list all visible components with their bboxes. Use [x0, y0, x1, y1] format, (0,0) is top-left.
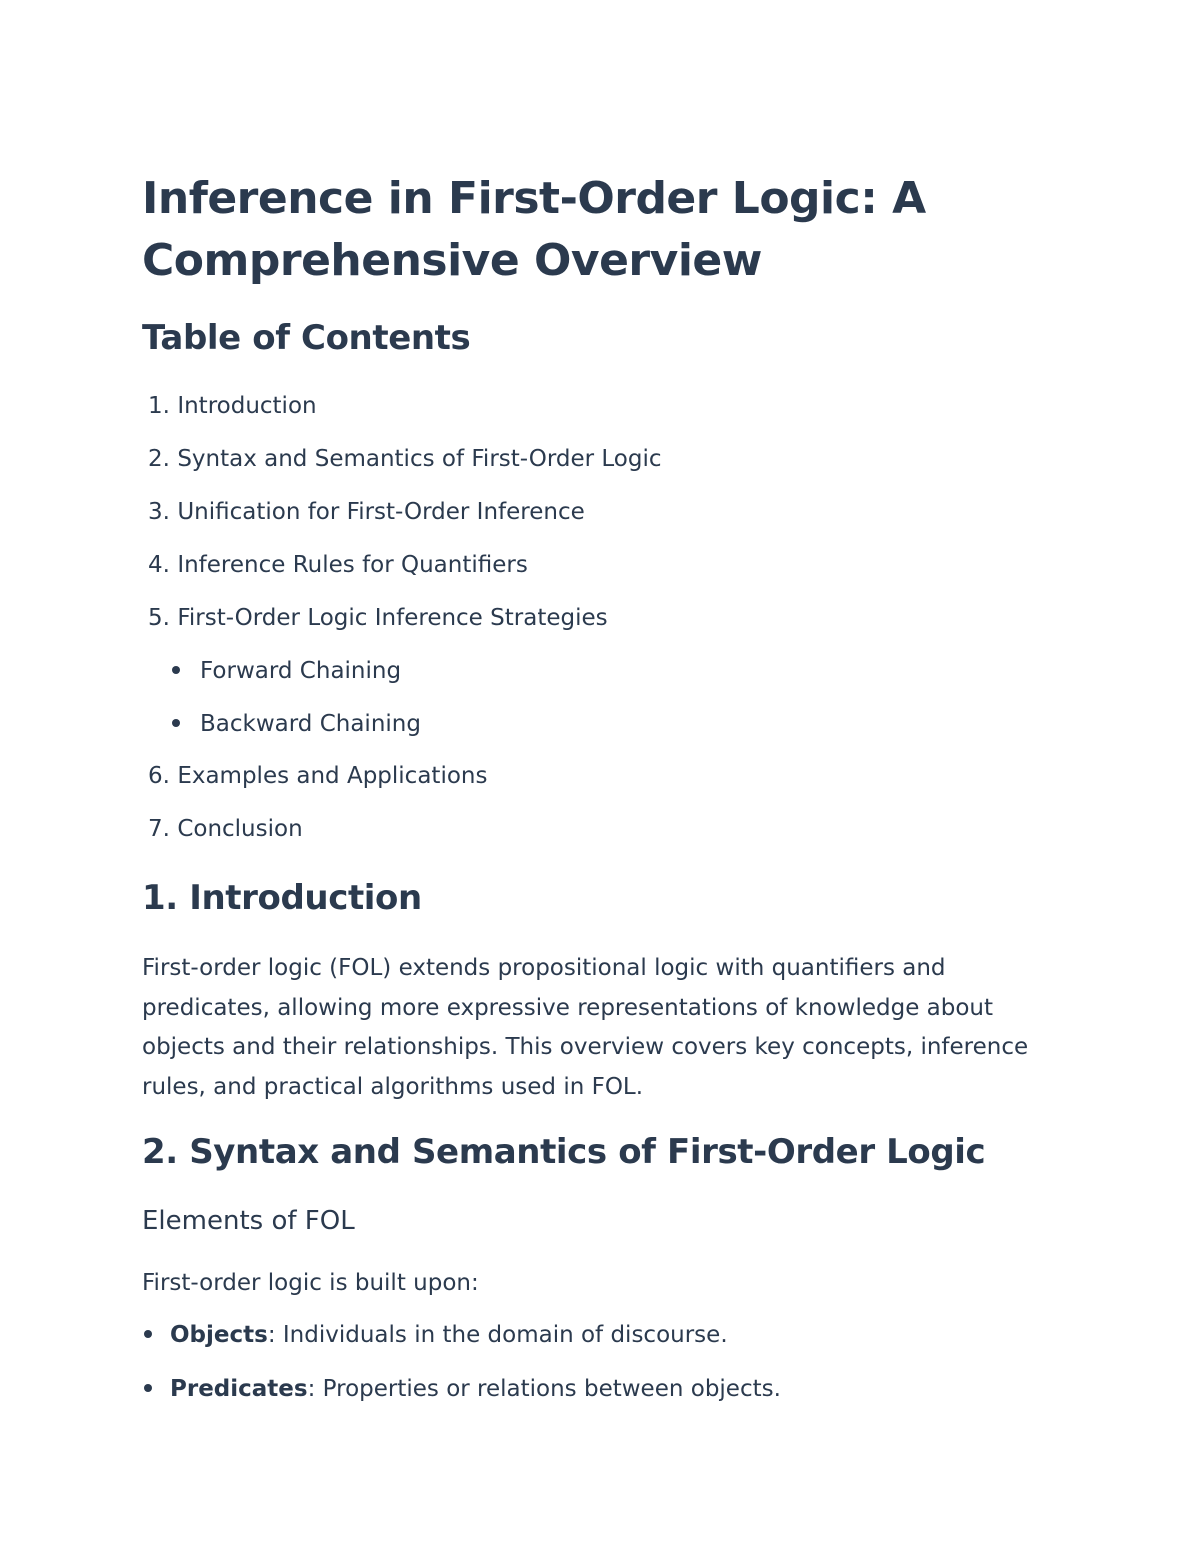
toc-item-inference-strategies[interactable]	[142, 603, 608, 633]
bullet-icon	[172, 719, 180, 727]
list-item-description: : Individuals in the domain of discourse.	[267, 1322, 728, 1348]
introduction-paragraph: First-order logic (FOL) extends propositional logic with quantifiers and predicates, allowing more expressive representations of knowledge about objects and their relationships. This overview covers key concepts, inference rules, and practical algorithms used in FOL.	[142, 955, 1029, 1100]
toc-item-label: Conclusion	[177, 816, 303, 842]
list-item-description: : Properties or relations between objects.	[307, 1376, 781, 1402]
toc-item-inference-rules[interactable]	[142, 550, 528, 580]
toc-item-number: 2.	[148, 446, 170, 472]
toc-item-number: 4.	[148, 552, 170, 578]
section-heading-introduction: 1. Introduction	[142, 878, 422, 918]
toc-item-number: 1.	[148, 393, 170, 419]
toc-item-label: Introduction	[177, 393, 317, 419]
list-item-objects	[142, 1320, 728, 1350]
toc-subitem-label: Backward Chaining	[200, 711, 421, 737]
list-item-term: Predicates	[170, 1376, 308, 1402]
toc-item-label: Unification for First-Order Inference	[177, 499, 585, 525]
document-title: Inference in First-Order Logic: A Comprehensive Overview	[142, 173, 926, 286]
bullet-icon	[172, 666, 180, 674]
elements-intro-text: First-order logic is built upon:	[142, 1270, 479, 1296]
toc-item-number: 5.	[148, 605, 170, 631]
toc-item-label: Inference Rules for Quantifiers	[177, 552, 528, 578]
toc-item-label: Examples and Applications	[177, 763, 488, 789]
subheading-elements-of-fol: Elements of FOL	[142, 1206, 355, 1236]
toc-item-syntax-semantics[interactable]	[142, 444, 662, 474]
toc-item-examples[interactable]	[142, 761, 487, 791]
bullet-icon	[144, 1384, 152, 1392]
bullet-icon	[144, 1330, 152, 1338]
toc-item-label: Syntax and Semantics of First-Order Logic	[177, 446, 662, 472]
toc-item-label: First-Order Logic Inference Strategies	[177, 605, 608, 631]
toc-subitem-forward-chaining[interactable]	[170, 656, 401, 686]
toc-item-number: 7.	[148, 816, 170, 842]
toc-subitem-label: Forward Chaining	[200, 658, 402, 684]
list-item-term: Objects	[170, 1322, 268, 1348]
toc-item-conclusion[interactable]	[142, 814, 303, 844]
toc-item-number: 6.	[148, 763, 170, 789]
toc-heading: Table of Contents	[142, 318, 471, 358]
list-item-predicates	[142, 1374, 781, 1404]
toc-item-unification[interactable]	[142, 497, 585, 527]
toc-item-introduction[interactable]	[142, 391, 317, 421]
toc-item-number: 3.	[148, 499, 170, 525]
section-heading-syntax-semantics: 2. Syntax and Semantics of First-Order Logic	[142, 1132, 986, 1172]
toc-subitem-backward-chaining[interactable]	[170, 709, 421, 739]
